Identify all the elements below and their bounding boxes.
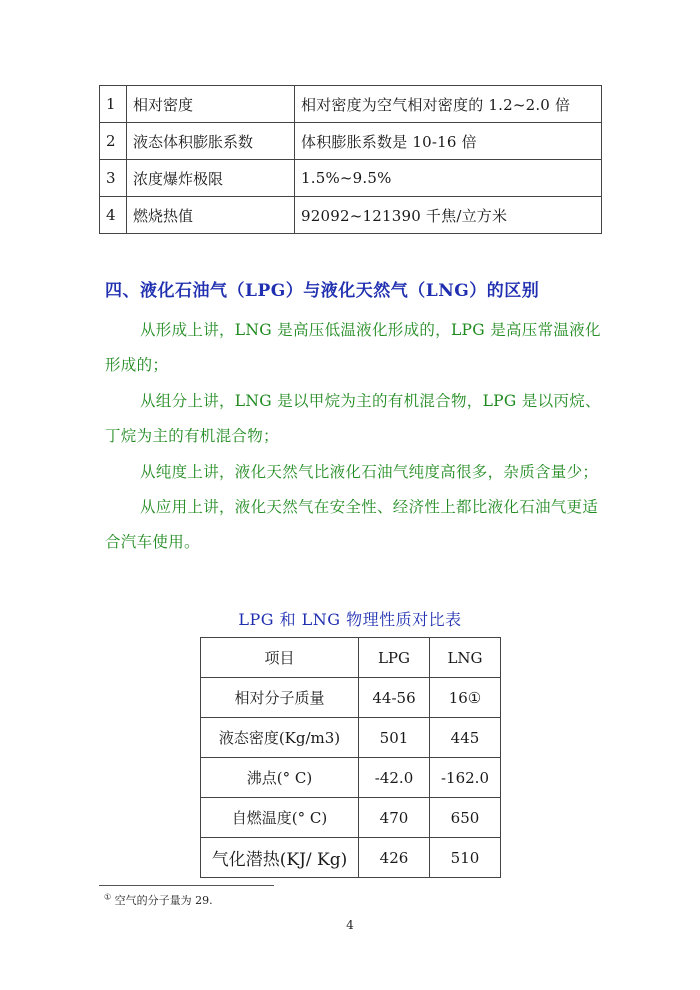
section-heading: 四、液化石油气（LPG）与液化天然气（LNG）的区别 [105,281,540,301]
header-lng: LNG [430,638,501,678]
table-row [100,197,602,234]
table-row [201,838,501,878]
lpg-value: 470 [359,798,430,838]
property-name: 沸点(° C) [201,758,359,798]
footnote-mark: ① [104,892,112,902]
table-row [201,718,501,758]
property-value: 92092~121390 千焦/立方米 [295,197,602,234]
lpg-value: 426 [359,838,430,878]
table-row [100,160,602,197]
properties-table [99,85,602,234]
lng-value: -162.0 [430,758,501,798]
row-number: 4 [100,197,127,234]
lng-value: 16① [430,678,501,718]
table-row [201,798,501,838]
comparison-table [200,637,501,878]
table-caption: LPG 和 LNG 物理性质对比表 [238,610,462,629]
property-name: 气化潜热(KJ/ Kg) [201,838,359,878]
footnote-text: 空气的分子量为 29. [114,894,213,907]
page-number: 4 [346,918,354,932]
row-number: 3 [100,160,127,197]
property-value: 相对密度为空气相对密度的 1.2~2.0 倍 [295,86,602,123]
property-name: 相对分子质量 [201,678,359,718]
property-value: 体积膨胀系数是 10-16 倍 [295,123,602,160]
property-name: 浓度爆炸极限 [127,160,295,197]
footnote-divider [99,885,274,886]
table-row [201,678,501,718]
table-row [201,758,501,798]
lpg-value: 44-56 [359,678,430,718]
table-row [100,86,602,123]
header-item: 项目 [201,638,359,678]
paragraph-composition: 从组分上讲，LNG 是以甲烷为主的有机混合物，LPG 是以丙烷、丁烷为主的有机混合物； [105,392,601,445]
lpg-value: -42.0 [359,758,430,798]
footnote [104,892,213,908]
lng-value: 445 [430,718,501,758]
lpg-value: 501 [359,718,430,758]
property-name: 自燃温度(° C) [201,798,359,838]
table-row [100,123,602,160]
property-name: 相对密度 [127,86,295,123]
property-name: 液态密度(Kg/m3) [201,718,359,758]
property-value: 1.5%~9.5% [295,160,602,197]
property-name: 液态体积膨胀系数 [127,123,295,160]
row-number: 2 [100,123,127,160]
property-name: 燃烧热值 [127,197,295,234]
row-number: 1 [100,86,127,123]
table-header-row [201,638,501,678]
paragraph-application: 从应用上讲，液化天然气在安全性、经济性上都比液化石油气更适合汽车使用。 [105,498,599,551]
lng-value: 510 [430,838,501,878]
header-lpg: LPG [359,638,430,678]
paragraph-formation: 从形成上讲，LNG 是高压低温液化形成的，LPG 是高压常温液化形成的； [105,321,601,374]
lng-value: 650 [430,798,501,838]
paragraph-purity: 从纯度上讲，液化天然气比液化石油气纯度高很多，杂质含量少； [140,463,599,481]
